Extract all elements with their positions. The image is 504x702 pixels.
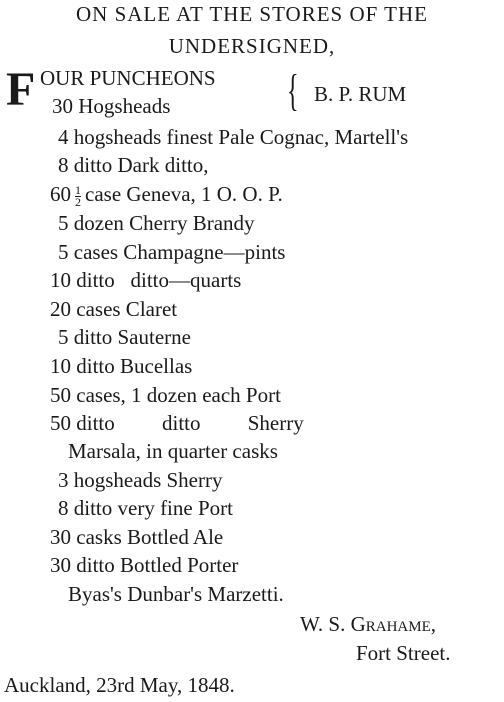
item-cherry-brandy: 5 dozen Cherry Brandy: [58, 211, 255, 235]
geneva-quantity: 60: [50, 182, 71, 206]
signature-surname: Grahame: [350, 612, 431, 636]
item-champagne-pints: 5 cases Champagne—pints: [58, 240, 286, 264]
item-geneva: [50, 182, 283, 208]
signature-name: [300, 612, 436, 636]
item-bucellas: 10 ditto Bucellas: [50, 354, 193, 378]
dateline: Auckland, 23rd May, 1848.: [4, 673, 235, 697]
brace-glyph: {: [287, 66, 299, 115]
item-bottled-porter: 30 ditto Bottled Porter: [50, 553, 239, 577]
item-hogsheads-sherry: 3 hogsheads Sherry: [58, 468, 223, 492]
item-bottled-ale: 30 casks Bottled Ale: [50, 525, 224, 549]
item-port-cases: 50 cases, 1 dozen each Port: [50, 383, 281, 407]
drop-cap: F: [6, 63, 36, 116]
item-cognac: 4 hogsheads finest Pale Cognac, Martell's: [58, 125, 409, 149]
rum-label: B. P. RUM: [314, 82, 407, 106]
signature-comma: ,: [430, 612, 436, 636]
header-line-1: ON SALE AT THE STORES OF THE: [76, 2, 428, 26]
item-marsala: Marsala, in quarter casks: [68, 439, 278, 463]
item-claret: 20 cases Claret: [50, 297, 178, 321]
item-sauterne: 5 ditto Sauterne: [58, 325, 191, 349]
item-fine-port: 8 ditto very fine Port: [58, 496, 233, 520]
item-dark-ditto: 8 ditto Dark ditto,: [58, 153, 209, 177]
item-brands: Byas's Dunbar's Marzetti.: [68, 582, 284, 606]
signature-street: Fort Street.: [356, 641, 451, 665]
item-hogsheads-rum: 30 Hogsheads: [52, 94, 171, 118]
signature-initials: W. S.: [300, 612, 351, 636]
header-line-2: UNDERSIGNED,: [168, 34, 336, 58]
geneva-fraction: [75, 182, 81, 209]
item-champagne-quarts: 10 ditto ditto—quarts: [50, 268, 242, 292]
item-puncheons: OUR PUNCHEONS: [40, 66, 216, 90]
geneva-description: case Geneva, 1 O. O. P.: [85, 182, 283, 206]
fraction-numerator: 1: [75, 182, 81, 197]
fraction-denominator: 2: [75, 194, 81, 209]
item-sherry-cases: 50 ditto ditto Sherry: [50, 411, 304, 435]
